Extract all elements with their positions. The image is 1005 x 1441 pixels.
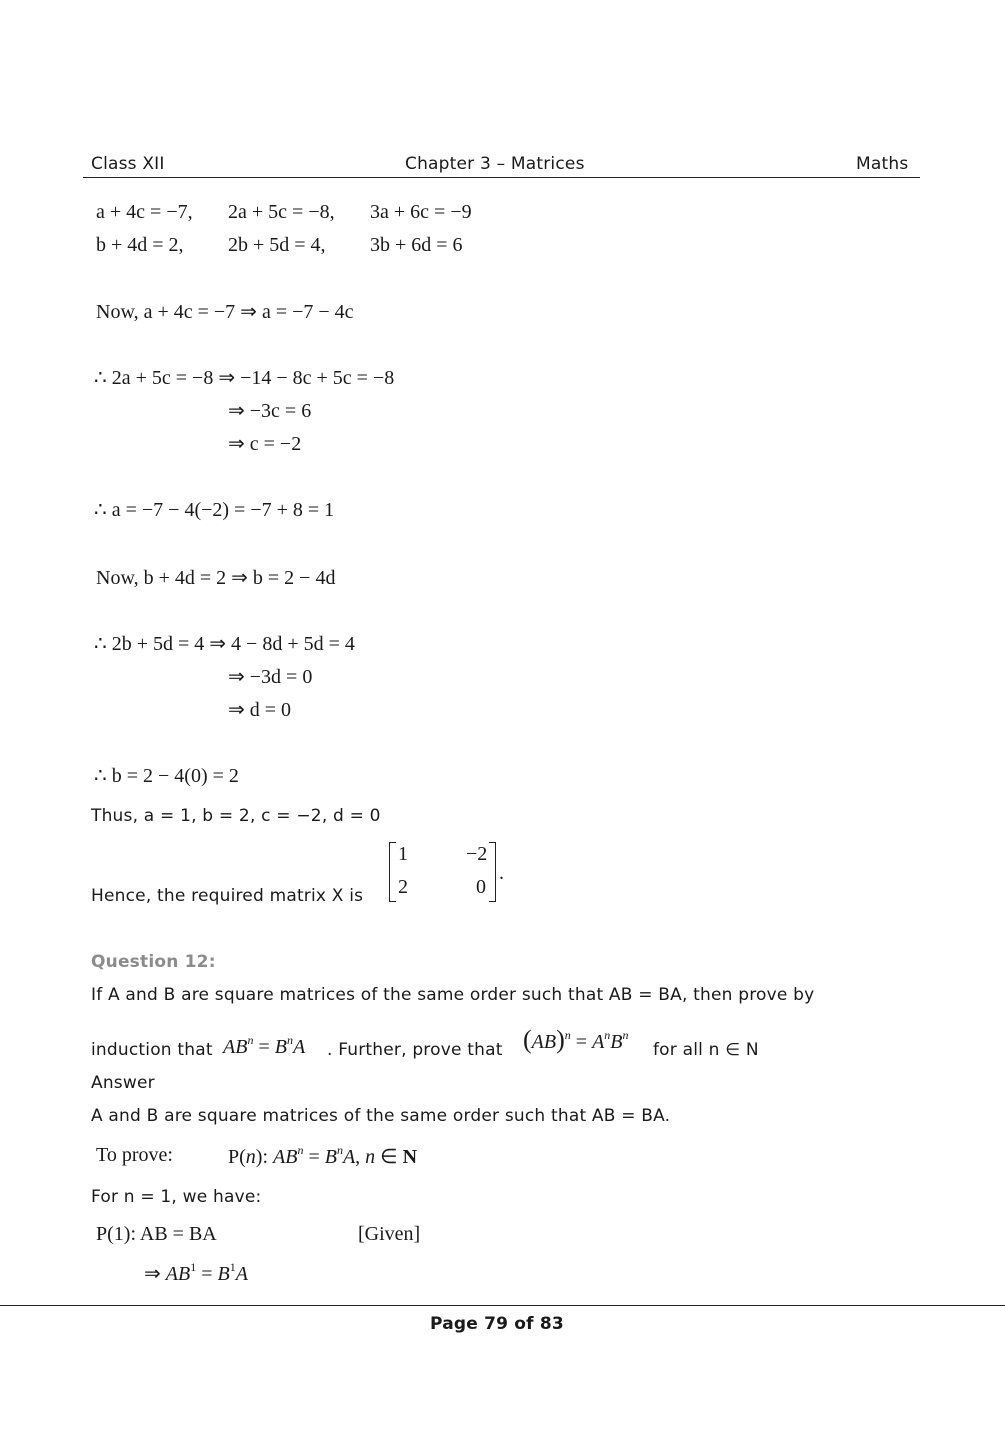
- matrix-period: .: [499, 862, 504, 884]
- hence-statement: Hence, the required matrix X is: [91, 886, 364, 906]
- header-chapter: Chapter 3 – Matrices: [405, 154, 585, 174]
- matrix-r1c1: 1: [398, 843, 408, 865]
- matrix-r2c2: 0: [476, 876, 486, 898]
- for-n1-statement: For n = 1, we have:: [91, 1187, 262, 1207]
- p1-implication: ⇒ $AB^1 = B^1A$: [144, 1260, 248, 1285]
- solve-b-line3: ⇒ d = 0: [228, 699, 292, 721]
- solve-b-result: ∴ b = 2 − 4(0) = 2: [94, 765, 239, 787]
- to-prove-label: To prove:: [96, 1144, 173, 1166]
- question-line2-b: . Further, prove that: [327, 1040, 503, 1060]
- solve-a-line3: ⇒ c = −2: [228, 433, 302, 455]
- given-note: [Given]: [358, 1223, 421, 1245]
- solve-b-line1: ∴ 2b + 5d = 4 ⇒ 4 − 8d + 5d = 4: [94, 633, 355, 655]
- footer-rule: [0, 1305, 1005, 1306]
- p1-statement: P(1): AB = BA: [96, 1223, 217, 1245]
- question-line2-a: induction that: [91, 1040, 213, 1060]
- solve-a-line2: ⇒ −3c = 6: [228, 400, 312, 422]
- page-number: Page 79 of 83: [430, 1314, 564, 1334]
- formula-abn-bna: $AB^n = B^nA$: [223, 1033, 306, 1058]
- eq-row1-col2: 2a + 5c = −8,: [228, 201, 335, 223]
- eq-row2-col2: 2b + 5d = 4,: [228, 234, 326, 256]
- answer-line1: A and B are square matrices of the same order such that AB = BA.: [91, 1106, 671, 1126]
- eq-row2-col1: b + 4d = 2,: [96, 234, 184, 256]
- solve-b-now: Now, b + 4d = 2 ⇒ b = 2 − 4d: [96, 567, 336, 589]
- eq-row1-col1: a + 4c = −7,: [96, 201, 193, 223]
- header-subject: Maths: [856, 154, 909, 174]
- thus-statement: Thus, a = 1, b = 2, c = −2, d = 0: [91, 806, 381, 826]
- matrix-right-bracket: [489, 842, 496, 902]
- question-line2-c: for all n ∈ N: [653, 1040, 759, 1060]
- eq-row1-col3: 3a + 6c = −9: [370, 201, 472, 223]
- formula-ab-power-n: $(AB)^n = A^nB^n$: [523, 1025, 629, 1054]
- header-rule: [83, 177, 920, 178]
- solve-a-line1: ∴ 2a + 5c = −8 ⇒ −14 − 8c + 5c = −8: [94, 367, 395, 389]
- solve-a-now: Now, a + 4c = −7 ⇒ a = −7 − 4c: [96, 301, 354, 323]
- matrix-left-bracket: [389, 842, 396, 902]
- matrix-r2c1: 2: [398, 876, 408, 898]
- to-prove-statement: P(n): $AB^n = B^nA$, n ∈ N: [228, 1143, 418, 1168]
- question-line1: If A and B are square matrices of the same order such that AB = BA, then prove by: [91, 985, 815, 1005]
- header-class: Class XII: [91, 154, 165, 174]
- answer-label: Answer: [91, 1073, 155, 1093]
- solve-b-line2: ⇒ −3d = 0: [228, 666, 313, 688]
- question-title: Question 12:: [91, 952, 216, 972]
- eq-row2-col3: 3b + 6d = 6: [370, 234, 463, 256]
- solve-a-result: ∴ a = −7 − 4(−2) = −7 + 8 = 1: [94, 499, 335, 521]
- matrix-r1c2: −2: [466, 843, 488, 865]
